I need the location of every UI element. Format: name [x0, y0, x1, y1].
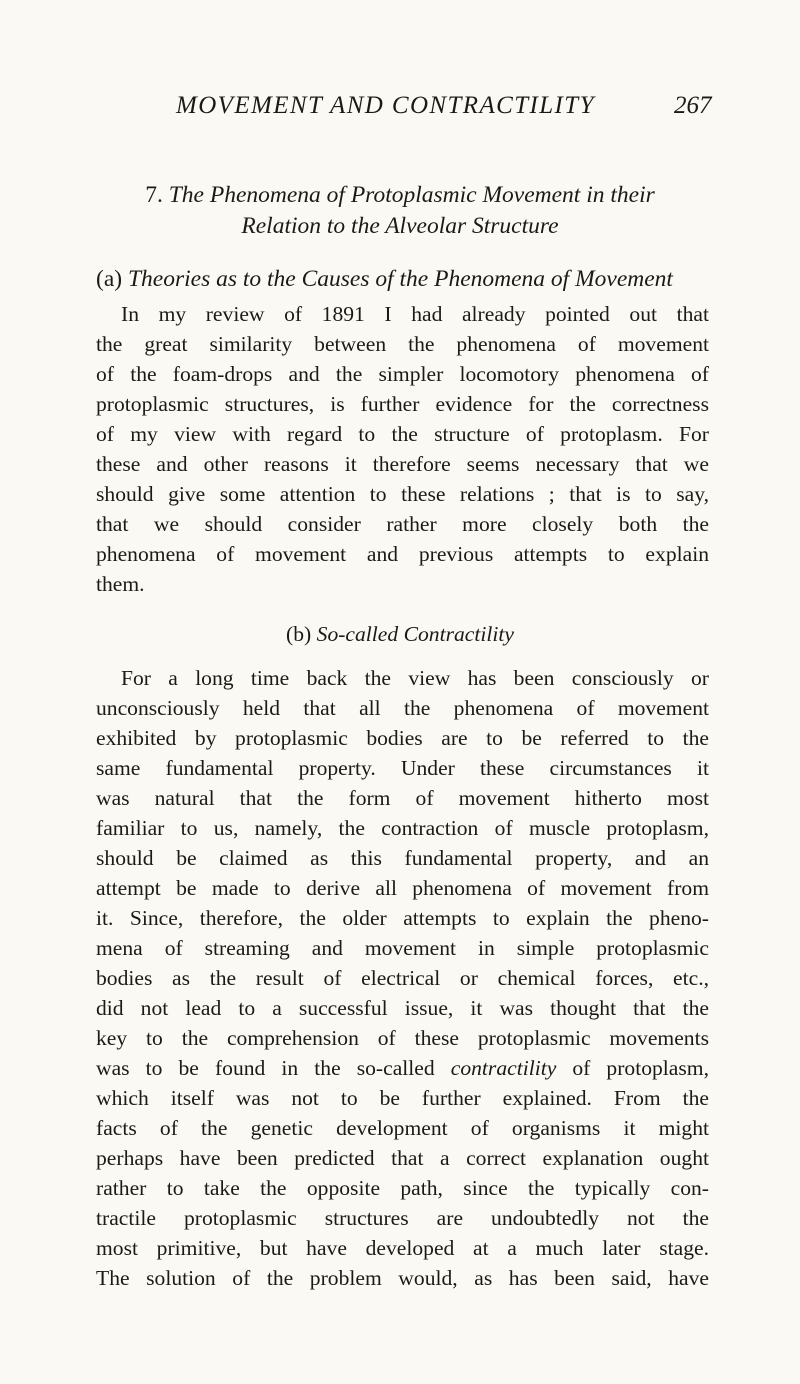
paragraph-2-line: was natural that the form of movement hitherto most: [96, 786, 709, 810]
subsection-a-title: Theories as to the Causes of the Phenomena of Movement: [127, 266, 673, 292]
paragraph-2-line-with-emphasis: [96, 1053, 709, 1083]
section-title-line-1: The Phenomena of Protoplasmic Movement in their: [168, 182, 655, 208]
paragraph-2-line: attempt be made to derive all phenomena of movement from: [96, 876, 709, 900]
paragraph-2-line: most primitive, but have developed at a much later stage.: [96, 1236, 709, 1260]
subsection-b-title: So-called Contractility: [316, 622, 514, 646]
paragraph-1-line: In my review of 1891 I had already pointed out that: [121, 302, 709, 326]
subsection-a-heading: [96, 264, 726, 294]
paragraph-2-line: should be claimed as this fundamental property, and an: [96, 846, 709, 870]
paragraph-1-line: the great similarity between the phenomena of movement: [96, 332, 709, 356]
subsection-a-tag: (a): [96, 266, 123, 292]
paragraph-1-line: them.: [96, 572, 145, 596]
section-title-line-2: Relation to the Alveolar Structure: [241, 213, 559, 239]
section-number: 7.: [145, 182, 163, 208]
paragraph-2-text: was to be found in the so-called: [96, 1056, 435, 1080]
page-number: 267: [674, 92, 712, 119]
running-title: MOVEMENT AND CONTRACTILITY: [176, 92, 595, 119]
paragraph-2-line: bodies as the result of electrical or chemical forces, etc.,: [96, 966, 709, 990]
paragraph-2-text: of protoplasm,: [572, 1056, 709, 1080]
paragraph-1-line: these and other reasons it therefore seems necessary that we: [96, 452, 709, 476]
paragraph-1-line: that we should consider rather more closely both the: [96, 512, 709, 536]
paragraph-1-line: should give some attention to these relations ; that is to say,: [96, 482, 709, 506]
paragraph-2-line: tractile protoplasmic structures are undoubtedly not the: [96, 1206, 709, 1230]
subsection-b-tag: (b): [286, 622, 312, 646]
section-heading-line-2: [0, 211, 800, 242]
emphasis-contractility: contractility: [450, 1056, 557, 1080]
paragraph-2-line: rather to take the opposite path, since the typically con-: [96, 1176, 709, 1200]
paragraph-2-line: same fundamental property. Under these circumstances it: [96, 756, 709, 780]
paragraph-2-line: facts of the genetic development of organisms it might: [96, 1116, 709, 1140]
section-heading-line-1: [0, 180, 800, 211]
paragraph-2-line: it. Since, therefore, the older attempts to explain the pheno-: [96, 906, 709, 930]
paragraph-2-line: exhibited by protoplasmic bodies are to be referred to the: [96, 726, 709, 750]
paragraph-1-line: of the foam-drops and the simpler locomotory phenomena of: [96, 362, 709, 386]
running-head: [0, 92, 800, 132]
paragraph-2: [96, 663, 709, 1293]
paragraph-1: [96, 299, 709, 599]
paragraph-2-line: For a long time back the view has been consciously or: [121, 666, 709, 690]
section-heading-block: [0, 180, 800, 242]
paragraph-2-line: which itself was not to be further explained. From the: [96, 1086, 709, 1110]
paragraph-2-line: mena of streaming and movement in simple protoplasmic: [96, 936, 709, 960]
paragraph-1-line: phenomena of movement and previous attempts to explain: [96, 542, 709, 566]
paragraph-2-line: familiar to us, namely, the contraction of muscle protoplasm,: [96, 816, 709, 840]
paragraph-2-line: perhaps have been predicted that a correct explanation ought: [96, 1146, 709, 1170]
paragraph-2-line: key to the comprehension of these protoplasmic movements: [96, 1026, 709, 1050]
paragraph-2-line: did not lead to a successful issue, it was thought that the: [96, 996, 709, 1020]
paragraph-1-line: of my view with regard to the structure of protoplasm. For: [96, 422, 709, 446]
paragraph-2-line: unconsciously held that all the phenomena of movement: [96, 696, 709, 720]
paragraph-2-line: The solution of the problem would, as has been said, have: [96, 1266, 709, 1290]
subsection-b-heading: [0, 619, 800, 649]
paragraph-1-line: protoplasmic structures, is further evidence for the correctness: [96, 392, 709, 416]
